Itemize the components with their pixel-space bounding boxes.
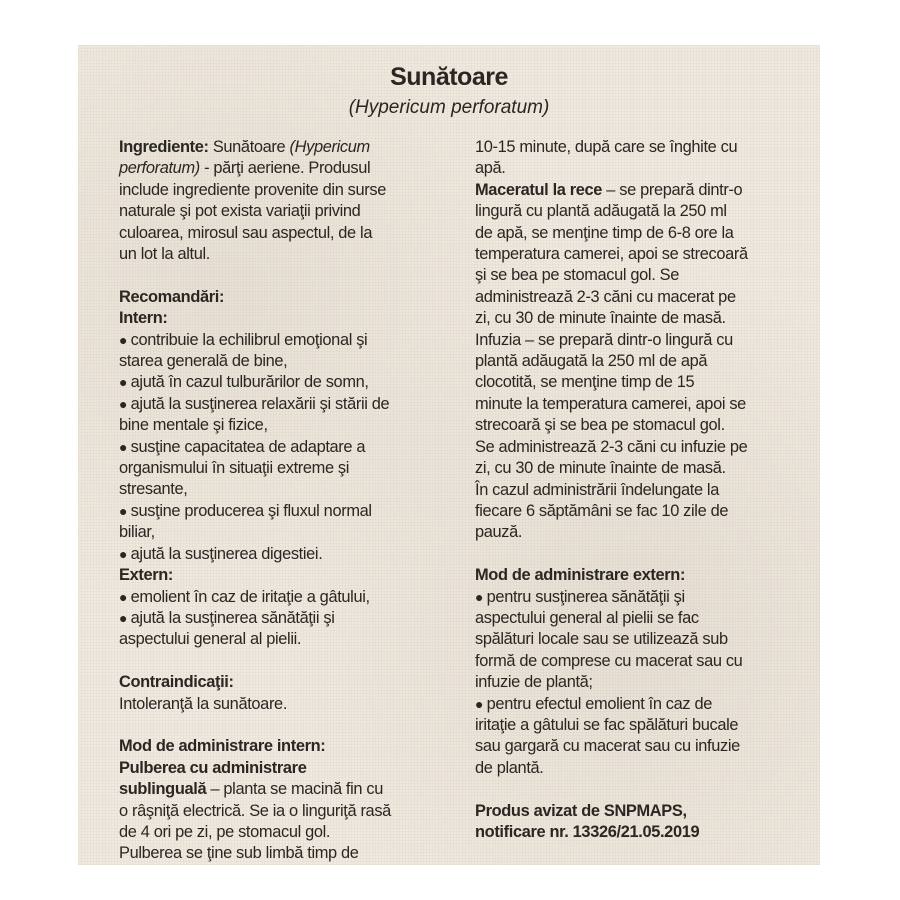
intern-list: [119, 330, 429, 565]
external-administration-heading: Mod de administrare extern:: [475, 566, 686, 585]
macerate-heading: Maceratul la rece: [475, 180, 603, 199]
internal-administration-heading: Mod de administrare intern:: [119, 737, 326, 756]
powder-line: 10-15 minute, după care se înghite cu: [475, 138, 738, 156]
powder-line: de 4 ori pe zi, pe stomacul gol.: [119, 822, 331, 841]
extern-list-item: ● emolient în caz de iritaţie a gâtului,: [119, 587, 429, 608]
external-administration-list: [475, 587, 795, 780]
external-administration-item: ● pentru susţinerea sănătăţii şi: [475, 587, 795, 608]
intern-list-item: organismului în situaţii extreme şi: [119, 459, 350, 478]
ingredients-heading: Ingrediente:: [119, 138, 209, 156]
extern-list: [119, 587, 429, 651]
intern-list-item: ● ajută în cazul tulburărilor de somn,: [119, 372, 429, 393]
macerate-line: zi, cu 30 de minute înainte de masă.: [475, 309, 726, 328]
macerate-line: Maceratul la rece – se prepară dintr-o: [475, 180, 743, 199]
intern-list-item: ● contribuie la echilibrul emoţional şi: [119, 330, 429, 351]
powder-line: Pulberea se ţine sub limbă timp de: [119, 844, 359, 863]
intern-list-item: biliar,: [119, 523, 155, 542]
macerate-line: temperatura camerei, apoi se strecoară: [475, 245, 748, 264]
powder-heading: Pulberea cu administrare: [119, 758, 307, 777]
infusion-line: fiecare 6 săptămâni se fac 10 zile de: [475, 501, 729, 520]
extern-list-item: aspectului general al pielii.: [119, 630, 302, 649]
intern-list-item: ● ajută la susţinerea relaxării şi stării de: [119, 394, 429, 415]
infusion-line: zi, cu 30 de minute înainte de masă.: [475, 459, 726, 478]
intern-list-item: bine mentale şi fizice,: [119, 416, 268, 435]
external-administration-item: infuzie de plantă;: [475, 673, 593, 692]
infusion-line: clocotită, se menţine timp de 15: [475, 373, 695, 392]
recommendations-heading: Recomandări:: [119, 287, 225, 306]
macerate-line: şi se bea pe stomacul gol. Se: [475, 266, 679, 285]
approval-line: Produs avizat de SNPMAPS,: [475, 801, 687, 820]
infusion-line: pauză.: [475, 523, 523, 542]
product-title: Sunătoare: [390, 63, 508, 91]
macerate-line: de apă, se menţine timp de 6-8 ore la: [475, 223, 734, 242]
ingredients-line: un lot la altul.: [119, 245, 210, 264]
external-administration-item: de plantă.: [475, 758, 544, 777]
extern-list-item: ● ajută la susţinerea sănătăţii şi: [119, 608, 429, 629]
infusion-line: Se administrează 2-3 căni cu infuzie pe: [475, 437, 748, 456]
contraindications-text: Intoleranţă la sunătoare.: [119, 694, 288, 713]
external-administration-item: formă de comprese cu macerat sau cu: [475, 651, 743, 670]
external-administration-item: aspectului general al pielii se fac: [475, 608, 699, 627]
notification-number: notificare nr. 13326/21.05.2019: [475, 822, 700, 841]
ingredients-line: naturale şi pot exista variaţii privind: [119, 202, 361, 221]
powder-line: o râşniţă electrică. Se ia o linguriţă rasă: [119, 801, 391, 820]
infusion-line: Infuzia – se prepară dintr-o lingură cu: [475, 330, 733, 349]
infusion-line: plantă adăugată la 250 ml de apă: [475, 352, 708, 371]
ingredients-line: Ingrediente: Sunătoare (Hypericum: [119, 138, 370, 156]
infusion-line: minute la temperatura camerei, apoi se: [475, 394, 746, 413]
left-column: [119, 137, 429, 865]
intern-list-item: ● susţine capacitatea de adaptare a: [119, 437, 429, 458]
external-administration-item: spălături locale sau se utilizează sub: [475, 630, 728, 649]
external-administration-item: iritaţie a gâtului se fac spălături bucale: [475, 715, 739, 734]
product-latin-name: (Hypericum perforatum): [348, 97, 550, 118]
infusion-line: strecoară şi se bea pe stomacul gol.: [475, 416, 725, 435]
external-administration-item: ● pentru efectul emolient în caz de: [475, 694, 795, 715]
intern-list-item: stresante,: [119, 480, 188, 499]
intern-list-item: ● susţine producerea şi fluxul normal: [119, 501, 429, 522]
contraindications-heading: Contraindicaţii:: [119, 673, 234, 692]
right-column: [475, 137, 795, 843]
extern-heading: Extern:: [119, 566, 174, 585]
ingredients-line: culoarea, mirosul sau aspectul, de la: [119, 223, 373, 242]
powder-line: sublinguală – planta se macină fin cu: [119, 780, 384, 799]
intern-list-item: starea generală de bine,: [119, 352, 288, 371]
powder-line: apă.: [475, 159, 506, 178]
intern-list-item: ● ajută la susţinerea digestiei.: [119, 544, 429, 565]
ingredients-line: perforatum) - părţi aeriene. Produsul: [119, 159, 371, 178]
infusion-line: În cazul administrării îndelungate la: [475, 480, 719, 499]
product-label: [78, 45, 820, 865]
ingredients-line: include ingrediente provenite din surse: [119, 180, 386, 199]
macerate-line: lingură cu plantă adăugată la 250 ml: [475, 202, 727, 221]
external-administration-item: sau gargară cu macerat sau cu infuzie: [475, 737, 740, 756]
intern-heading: Intern:: [119, 309, 168, 328]
macerate-line: administrează 2-3 căni cu macerat pe: [475, 287, 736, 306]
